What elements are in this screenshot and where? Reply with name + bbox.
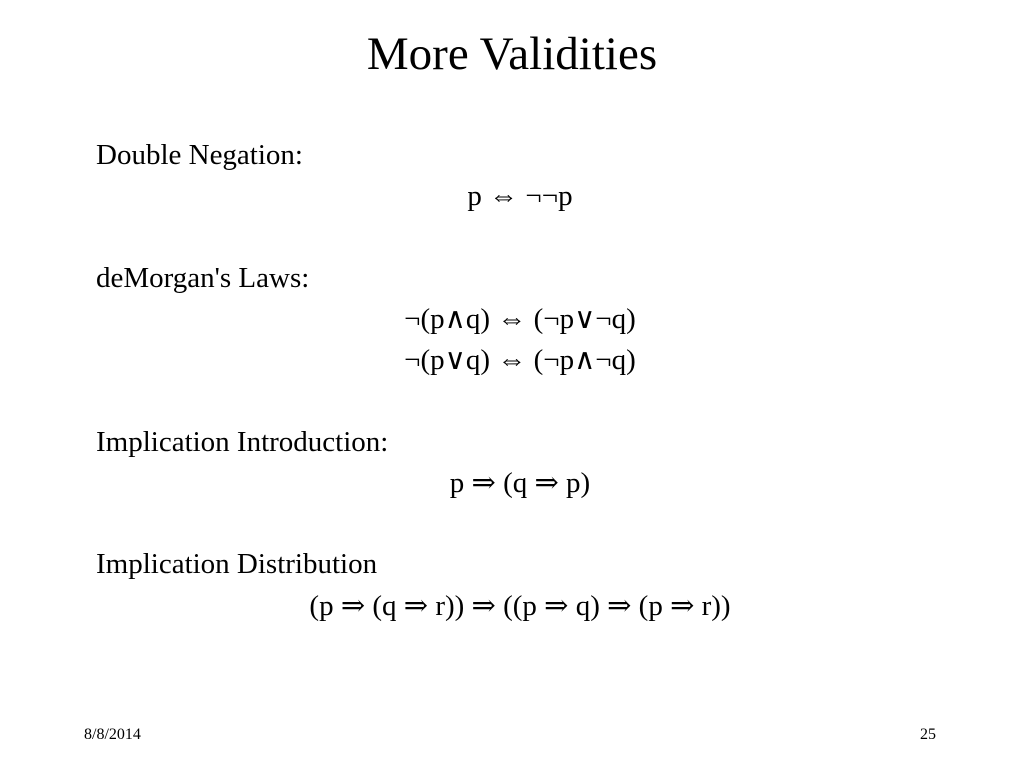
formula-demorgan-1: ¬(p∧q) ⇔ (¬p∨¬q) bbox=[404, 303, 636, 335]
formula-implication-distribution: (p ⇒ (q ⇒ r)) ⇒ ((p ⇒ q) ⇒ (p ⇒ r)) bbox=[309, 590, 731, 622]
footer-page-number: 25 bbox=[920, 726, 936, 743]
formula-demorgan-2: ¬(p∨q) ⇔ (¬p∧¬q) bbox=[404, 344, 636, 376]
formula-double-negation: p ⇔ ¬¬p bbox=[467, 180, 573, 212]
section-label-demorgan: deMorgan's Laws: bbox=[96, 262, 310, 294]
footer-date: 8/8/2014 bbox=[84, 726, 141, 743]
section-label-implication-introduction: Implication Introduction: bbox=[96, 426, 389, 458]
section-label-implication-distribution: Implication Distribution bbox=[96, 548, 378, 580]
formula-implication-introduction: p ⇒ (q ⇒ p) bbox=[449, 467, 591, 499]
section-label-double-negation: Double Negation: bbox=[96, 139, 303, 171]
slide-title: More Validities bbox=[366, 28, 658, 80]
